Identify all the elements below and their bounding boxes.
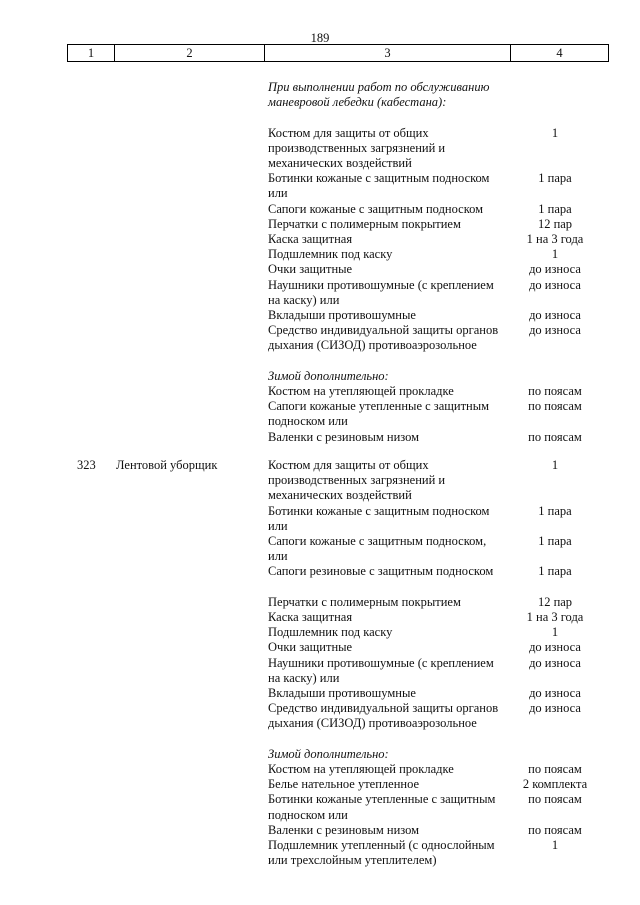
- item-name: Костюм на утепляющей прокладке: [268, 384, 454, 398]
- item-quantity: 1 на 3 года: [526, 232, 584, 246]
- item-quantity: 1: [551, 838, 559, 852]
- row-number: 323: [77, 458, 96, 472]
- item-name: Ботинки кожаные утепленные с защитным подноском или: [268, 792, 496, 822]
- item-quantity: 1: [551, 125, 559, 140]
- item-quantity: 1 пара: [538, 534, 572, 548]
- item-quantity: 1 на 3 года: [526, 610, 584, 624]
- item-name: Подшлемник под каску: [268, 625, 393, 640]
- item-name: Вкладыши противошумные: [268, 686, 416, 700]
- header-col-3: 3: [265, 45, 511, 61]
- item-name: Сапоги кожаные утепленные с защитным подноском или: [268, 399, 490, 429]
- profession-name: Лентовой уборщик: [116, 458, 218, 472]
- item-name: Очки защитные: [268, 640, 353, 655]
- item-quantity: 1 пара: [538, 171, 572, 186]
- item-name: Ботинки кожаные с защитным подноском или: [268, 171, 490, 201]
- item-name: Средство индивидуальной защиты органов дыхания (СИЗОД) противоаэрозольное: [268, 323, 499, 353]
- item-name: Перчатки с полимерным покрытием: [268, 216, 461, 231]
- item-name: Очки защитные: [268, 262, 353, 277]
- section-intro-text: При выполнении работ по обслуживанию маневровой лебедки (кабестана):: [268, 80, 490, 110]
- item-quantity: по поясам: [528, 399, 582, 414]
- item-name: Каска защитная: [268, 610, 353, 624]
- winter-label-text: Зимой дополнительно:: [268, 368, 389, 383]
- item-name: Белье нательное утепленное: [268, 777, 420, 792]
- item-name: Вкладыши противошумные: [268, 308, 416, 322]
- item-name: Сапоги кожаные с защитным подноском, или: [268, 534, 487, 564]
- header-col-2: 2: [115, 45, 265, 61]
- item-quantity: 1: [551, 625, 559, 640]
- item-name: Наушники противошумные (с креплением на каску) или: [268, 655, 494, 685]
- item-name: Сапоги кожаные с защитным подноском: [268, 201, 484, 216]
- item-name: Каска защитная: [268, 232, 353, 246]
- item-name: Костюм для защиты от общих производственных загрязнений и механических воздействий: [268, 125, 446, 170]
- item-name: Подшлемник под каску: [268, 247, 393, 262]
- item-quantity: до износа: [529, 277, 581, 292]
- item-quantity: 1 пара: [538, 564, 572, 579]
- item-name: Валенки с резиновым низом: [268, 822, 420, 837]
- table-header: [67, 44, 609, 62]
- winter-label-text: Зимой дополнительно:: [268, 746, 389, 761]
- item-name: Костюм для защиты от общих производственных загрязнений и механических воздействий: [268, 458, 446, 503]
- item-quantity: до износа: [529, 323, 581, 338]
- item-quantity: 2 комплекта: [522, 777, 588, 792]
- item-name: Сапоги резиновые с защитным подноском: [268, 564, 494, 579]
- item-name: Костюм на утепляющей прокладке: [268, 762, 454, 776]
- item-quantity: 1: [551, 458, 559, 472]
- item-name: Подшлемник утепленный (с однослойным или трехслойным утеплителем): [268, 838, 495, 868]
- item-quantity: до износа: [529, 686, 581, 700]
- item-quantity: 12 пар: [537, 216, 573, 231]
- item-quantity: по поясам: [528, 384, 582, 398]
- item-quantity: 1: [551, 247, 559, 262]
- item-name: Наушники противошумные (с креплением на каску) или: [268, 277, 494, 307]
- item-quantity: до износа: [529, 701, 581, 716]
- item-quantity: по поясам: [528, 822, 582, 837]
- item-name: Ботинки кожаные с защитным подноском или: [268, 503, 490, 533]
- item-name: Валенки с резиновым низом: [268, 429, 420, 444]
- item-quantity: 1 пара: [538, 201, 572, 216]
- item-quantity: до износа: [529, 308, 581, 322]
- item-quantity: по поясам: [528, 762, 582, 776]
- item-quantity: до износа: [529, 262, 581, 277]
- item-quantity: до износа: [529, 655, 581, 670]
- page-number: 189: [310, 31, 330, 45]
- item-quantity: 12 пар: [537, 594, 573, 609]
- header-col-4: 4: [556, 46, 563, 60]
- item-quantity: до износа: [529, 640, 581, 655]
- item-name: Перчатки с полимерным покрытием: [268, 594, 461, 609]
- item-name: Средство индивидуальной защиты органов дыхания (СИЗОД) противоаэрозольное: [268, 701, 499, 731]
- item-quantity: по поясам: [528, 429, 582, 444]
- item-quantity: по поясам: [528, 792, 582, 807]
- item-quantity: 1 пара: [538, 503, 572, 518]
- header-col-1: 1: [68, 45, 115, 61]
